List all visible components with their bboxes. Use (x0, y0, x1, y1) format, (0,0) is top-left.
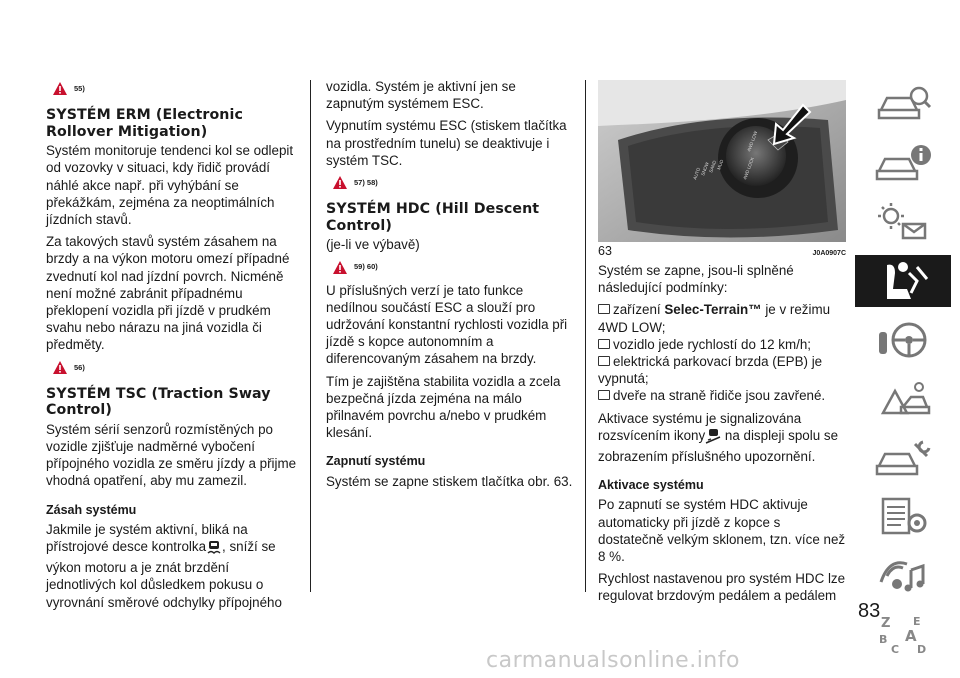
svg-text:4WD LOCK: 4WD LOCK (742, 156, 755, 181)
subheading-zapnuti: Zapnutí systému (326, 454, 426, 469)
warning-triangle-icon (52, 81, 68, 96)
bullet-item: zařízení Selec-Terrain™ je v režimu 4WD LOW; (598, 302, 831, 335)
column-divider (310, 80, 311, 592)
tab-service[interactable] (855, 432, 951, 484)
paragraph: Systém se zapne stiskem tlačítka obr. 63. (326, 473, 573, 489)
warning-ref: 56) (52, 359, 298, 376)
specs-list-icon (873, 495, 933, 539)
bullet-icon (598, 304, 610, 314)
watermark-footer[interactable]: carmanualsonline.info (486, 648, 740, 673)
trailer-sway-warning-icon (206, 539, 222, 559)
paragraph: Systém sérií senzorů rozmístěných po vozidle zjišťuje nadměrné vybočení přípojného vozidla ze směru jízdy a přijme vhodná opatření, aby mu zamezil. (46, 421, 297, 489)
subheading-aktivace: Aktivace systému (598, 478, 704, 493)
seat-safety-icon (873, 259, 933, 303)
column-divider (585, 80, 586, 592)
svg-text:4WD LOW: 4WD LOW (746, 130, 759, 153)
svg-text:D: D (917, 643, 927, 656)
warning-ref: 57) 58) (332, 174, 574, 191)
car-service-icon (873, 436, 933, 480)
car-info-icon (873, 141, 933, 185)
heading-erm: SYSTÉM ERM (Electronic Rollover Mitigation) (46, 107, 243, 140)
svg-text:SAND: SAND (708, 159, 718, 174)
multimedia-icon (873, 554, 933, 598)
svg-text:A: A (905, 627, 917, 645)
column-middle (326, 78, 574, 495)
hill-descent-icon (705, 428, 721, 448)
bullet-icon (598, 339, 610, 349)
tab-warning-lights[interactable] (855, 196, 951, 248)
svg-text:SNOW: SNOW (700, 161, 710, 177)
svg-text:C: C (891, 643, 900, 656)
steering-key-icon (873, 318, 933, 362)
paragraph: vozidla. Systém je aktivní jen se zapnutým systémem ESC. (326, 79, 516, 112)
tab-starting-driving[interactable] (855, 314, 951, 366)
page-number: 83 (858, 600, 881, 622)
paragraph: Systém monitoruje tendenci kol se odlepit od vozovky v situaci, kdy řidič provádí náhlé akce např. při vyhýbání se překážkám, zejména za neoptimálních jízdních stavů. (46, 143, 294, 228)
tab-multimedia[interactable] (855, 550, 951, 602)
bullet-item: elektrická parkovací brzda (EPB) je vypnutá; (598, 354, 823, 387)
warning-ref: 55) (52, 80, 298, 97)
column-left (46, 78, 298, 616)
figure-63-photo (598, 80, 846, 242)
paragraph: Vypnutím systému ESC (stiskem tlačítka na prostředním tunelu) se deaktivuje i systém TSC. (326, 118, 567, 168)
svg-text:E: E (913, 615, 921, 628)
paragraph: Aktivace systému je signalizována rozsvícením ikony na displeji spolu se zobrazením příslušného upozornění. (598, 410, 839, 465)
paragraph: Rychlost nastavenou pro systém HDC lze regulovat brzdovým pedálem a pedálem (598, 571, 846, 604)
tab-specifications[interactable] (855, 491, 951, 543)
svg-text:AUTO: AUTO (692, 166, 702, 181)
paragraph: Tím je zajištěna stabilita vozidla a zcela bezpečná jízda zejména na málo přilnavém povrchu a/nebo v prudkém klesání. (326, 373, 561, 441)
warning-lights-icon (873, 200, 933, 244)
bullet-item: vozidlo jede rychlostí do 12 km/h; (598, 336, 846, 353)
chapter-tabs (855, 78, 951, 668)
subheading-zasah: Zásah systému (46, 502, 137, 517)
svg-text:B: B (879, 633, 888, 646)
svg-text:MUD: MUD (716, 159, 725, 171)
svg-text:Z: Z (881, 616, 891, 631)
subtitle: (je-li ve výbavě) (326, 237, 420, 253)
column-right (598, 262, 846, 610)
bullet-icon (598, 356, 610, 366)
tab-emergency[interactable] (855, 373, 951, 425)
heading-tsc: SYSTÉM TSC (Traction Sway Control) (46, 385, 271, 419)
tab-safety[interactable] (855, 255, 951, 307)
heading-hdc: SYSTÉM HDC (Hill Descent Control) (326, 201, 540, 234)
bullet-item: dveře na straně řidiče jsou zavřené. (598, 387, 846, 404)
car-search-icon (873, 82, 933, 126)
index-letters-icon (873, 613, 933, 657)
warning-triangle-icon (332, 175, 348, 190)
roadside-warning-icon (873, 377, 933, 421)
bullet-icon (598, 390, 610, 400)
paragraph: Systém se zapne, jsou-li splněné následující podmínky: (598, 263, 794, 296)
figure-caption: 63 J0A0907C (598, 244, 846, 258)
warning-triangle-icon (52, 360, 68, 375)
paragraph: Za takových stavů systém zásahem na brzdy a na výkon motoru omezí případné zvednutí kol nad jízdní povrch. Nicméně není možné zabránit případnému překlopení vozidla při jízdě v prudkém svahu nebo nárazu na jiná vozidla či předměty. (46, 234, 290, 353)
warning-ref: 59) 60) (332, 258, 574, 275)
warning-triangle-icon (332, 260, 348, 275)
paragraph: Jakmile je systém aktivní, bliká na přístrojové desce kontrolka , sníží se výkon motoru a je znát brzdění jednotlivých kol důsledkem pokusu o vyrovnání směrové odchylky přípojného (46, 521, 282, 610)
paragraph: U příslušných verzí je tato funkce nedílnou součástí ESC a slouží pro udržování konstantní rychlosti vozidla při jízdě s kopce autonomním a diferencovaným zásahem na brzdy. (326, 282, 568, 367)
tab-car-search[interactable] (855, 78, 951, 130)
paragraph: Po zapnutí se systém HDC aktivuje automaticky při jízdě z kopce s dostatečně velkým sklonem, tzn. více než 8 %. (598, 497, 846, 565)
tab-car-info[interactable] (855, 137, 951, 189)
